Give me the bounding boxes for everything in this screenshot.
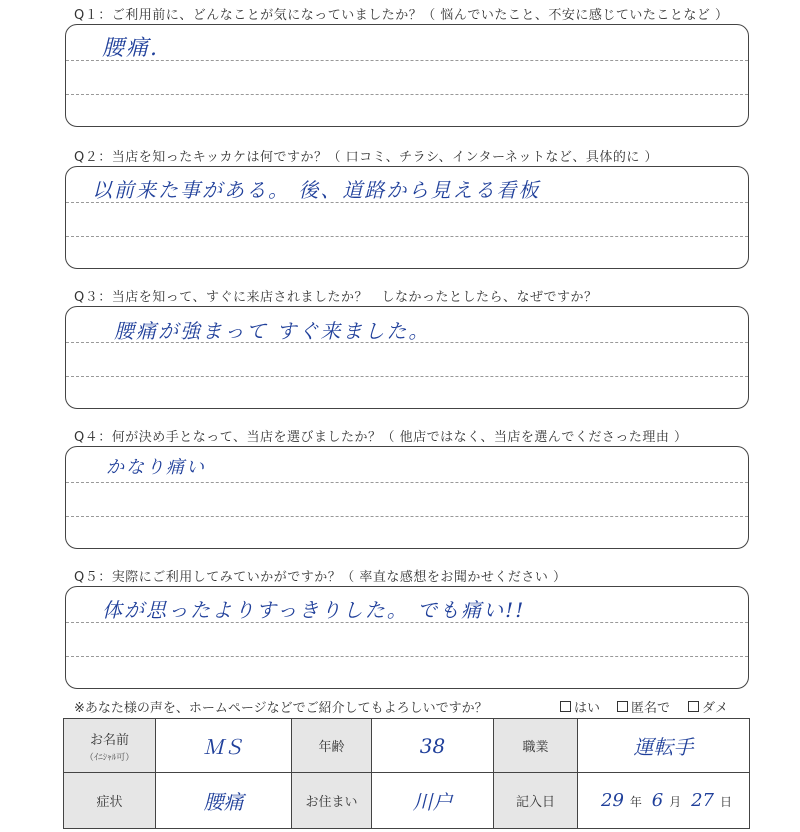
age-field[interactable] [372, 719, 494, 773]
date-field[interactable]: 29 年 6 月 27 日 [578, 773, 750, 829]
age-label: 年齢 [292, 719, 372, 773]
job-field[interactable] [578, 719, 750, 773]
answer-box-2 [65, 166, 749, 269]
symptom-label: 症状 [64, 773, 156, 829]
option-yes[interactable]: はい [560, 697, 600, 716]
address-label: お住まい [292, 773, 372, 829]
date-label: 記入日 [494, 773, 578, 829]
answer-box-5 [65, 586, 749, 689]
name-value: ＭＳ [203, 735, 244, 759]
answer-1-text: 腰痛. [102, 36, 159, 61]
answer-4-text: かなり痛い [106, 457, 206, 478]
answer-box-4 [65, 446, 749, 549]
answer-box-1 [65, 24, 749, 127]
symptom-field[interactable] [156, 773, 292, 829]
symptom-value: 腰痛 [203, 790, 244, 814]
checkbox-yes[interactable] [560, 701, 571, 712]
answer-2-text: 以前来た事がある。 後、道路から見える看板 [92, 178, 541, 202]
customer-info-table [63, 718, 750, 829]
checkbox-anonymous[interactable] [617, 701, 628, 712]
question-4-label: Q４：何が決め手となって、当店を選びましたか？（ 他店ではなく、当店を選んでくださった理由 ） [74, 430, 688, 445]
date-day: 27 [691, 790, 714, 811]
answer-3-text: 腰痛が強まって すぐ来ました。 [114, 319, 431, 343]
option-no[interactable]: ダメ [688, 697, 728, 716]
question-3-label: Q３：当店を知って、すぐに来店されましたか？ しなかったとしたら、なぜですか？ [74, 290, 598, 305]
answer-5-text: 体が思ったよりすっきりした。 でも痛い!! [102, 598, 526, 622]
age-value: 38 [419, 733, 446, 758]
job-label: 職業 [494, 719, 578, 773]
name-field[interactable] [156, 719, 292, 773]
question-5-label: Q５：実際にご利用してみていかがですか？（ 率直な感想をお聞かせください ） [74, 570, 567, 585]
date-month: 6 [651, 790, 664, 811]
question-1-label: Q１：ご利用前に、どんなことが気になっていましたか？（ 悩んでいたこと、不安に感じていたことなど ） [74, 8, 729, 23]
question-2-label: Q２：当店を知ったキッカケは何ですか？（ 口コミ、チラシ、インターネットなど、具体的に ） [74, 150, 659, 165]
checkbox-no[interactable] [688, 701, 699, 712]
job-value: 運転手 [633, 735, 694, 759]
date-year: 29 [601, 790, 624, 811]
name-sub-label: （ｲﾆｼｬﾙ可） [84, 752, 135, 763]
address-field[interactable] [372, 773, 494, 829]
answer-box-3 [65, 306, 749, 409]
consent-question: ※あなた様の声を、ホームページなどでご紹介してもよろしいですか？ [74, 701, 488, 716]
address-value: 川户 [412, 790, 453, 814]
option-anonymous[interactable]: 匿名で [617, 697, 670, 716]
name-label: お名前 （ｲﾆｼｬﾙ可） [64, 719, 156, 773]
